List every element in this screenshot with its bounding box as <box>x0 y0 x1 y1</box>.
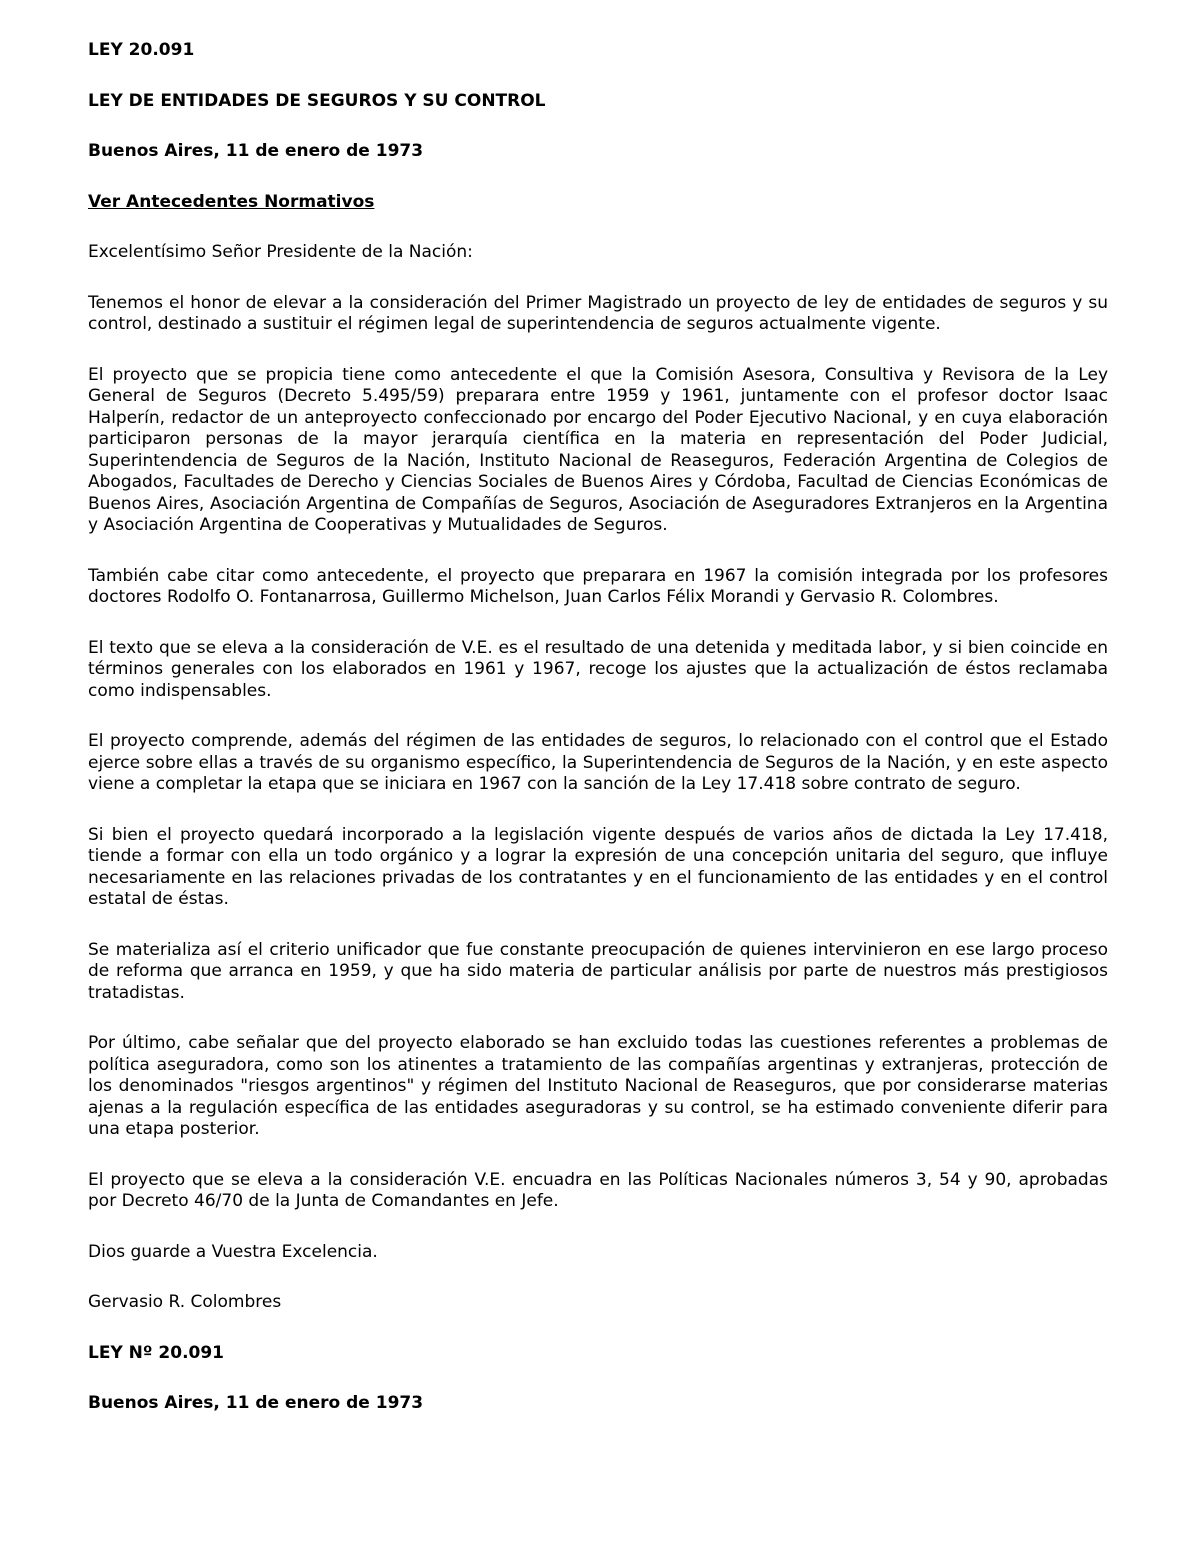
paragraph: Por último, cabe señalar que del proyecto elaborado se han excluido todas las cuestiones referentes a problemas de política aseguradora, como son los atinentes a tratamiento de las compañías argentinas y extranjeras, protección de los denominados "riesgos argentinos" y régimen del Instituto Nacional de Reaseguros, que por considerarse materias ajenas a la regulación específica de las entidades aseguradoras y su control, se ha estimado conveniente diferir para una etapa posterior. <box>88 1033 1108 1139</box>
signature: Gervasio R. Colombres <box>88 1292 282 1312</box>
paragraph: El proyecto que se propicia tiene como antecedente el que la Comisión Asesora, Consultiva y Revisora de la Ley General de Seguros (Decreto 5.495/59) preparara entre 1959 y 1961, juntamente con el profesor doctor Isaac Halperín, redactor de un anteproyecto confeccionado por encargo del Poder Ejecutivo Nacional, y en cuya elaboración participaron personas de la mayor jerarquía científica en la materia en representación del Poder Judicial, Superintendencia de Seguros de la Nación, Instituto Nacional de Reaseguros, Federación Argentina de Colegios de Abogados, Facultades de Derecho y Ciencias Sociales de Buenos Aires y Córdoba, Facultad de Ciencias Económicas de Buenos Aires, Asociación Argentina de Compañías de Seguros, Asociación de Aseguradores Extranjeros en la Argentina y Asociación Argentina de Cooperativas y Mutualidades de Seguros. <box>88 364 1108 535</box>
paragraph: También cabe citar como antecedente, el proyecto que preparara en 1967 la comisión integrada por los profesores doctores Rodolfo O. Fontanarrosa, Guillermo Michelson, Juan Carlos Félix Morandi y Gervasio R. Colombres. <box>88 565 1108 607</box>
place-date: Buenos Aires, 11 de enero de 1973 <box>88 141 424 161</box>
paragraph: El texto que se eleva a la consideración de V.E. es el resultado de una detenida y meditada labor, y si bien coincide en términos generales con los elaborados en 1961 y 1967, recoge los ajustes que la actualización de éstos reclamaba como indispensables. <box>88 637 1108 701</box>
law-number-heading: LEY Nº 20.091 <box>88 1342 225 1363</box>
law-number: LEY 20.091 <box>88 40 195 60</box>
salutation: Excelentísimo Señor Presidente de la Nación: <box>88 242 473 262</box>
antecedents-link[interactable]: Ver Antecedentes Normativos <box>88 191 375 212</box>
paragraph: El proyecto comprende, además del régimen de las entidades de seguros, lo relacionado con el control que el Estado ejerce sobre ellas a través de su organismo específico, la Superintendencia de Seguros de la Nación, y en este aspecto viene a completar la etapa que se iniciara en 1967 con la sanción de la Ley 17.418 sobre contrato de seguro. <box>88 731 1108 794</box>
place-date-2: Buenos Aires, 11 de enero de 1973 <box>88 1393 424 1413</box>
paragraph: Tenemos el honor de elevar a la consideración del Primer Magistrado un proyecto de ley de entidades de seguros y su control, destinado a sustituir el régimen legal de superintendencia de seguros actualmente vigente. <box>88 292 1108 334</box>
paragraph: El proyecto que se eleva a la consideración V.E. encuadra en las Políticas Nacionales números 3, 54 y 90, aprobadas por Decreto 46/70 de la Junta de Comandantes en Jefe. <box>88 1169 1108 1211</box>
document-page <box>88 40 1108 1444</box>
closing-line: Dios guarde a Vuestra Excelencia. <box>88 1241 378 1262</box>
law-title: LEY DE ENTIDADES DE SEGUROS Y SU CONTROL <box>88 90 546 111</box>
paragraph: Se materializa así el criterio unificador que fue constante preocupación de quienes intervinieron en ese largo proceso de reforma que arranca en 1959, y que ha sido materia de particular análisis por parte de nuestros más prestigiosos tratadistas. <box>88 939 1108 1003</box>
paragraph: Si bien el proyecto quedará incorporado a la legislación vigente después de varios años de dictada la Ley 17.418, tiende a formar con ella un todo orgánico y a lograr la expresión de una concepción unitaria del seguro, que influye necesariamente en las relaciones privadas de los contratantes y en el funcionamiento de las entidades y en el control estatal de éstas. <box>88 824 1108 909</box>
